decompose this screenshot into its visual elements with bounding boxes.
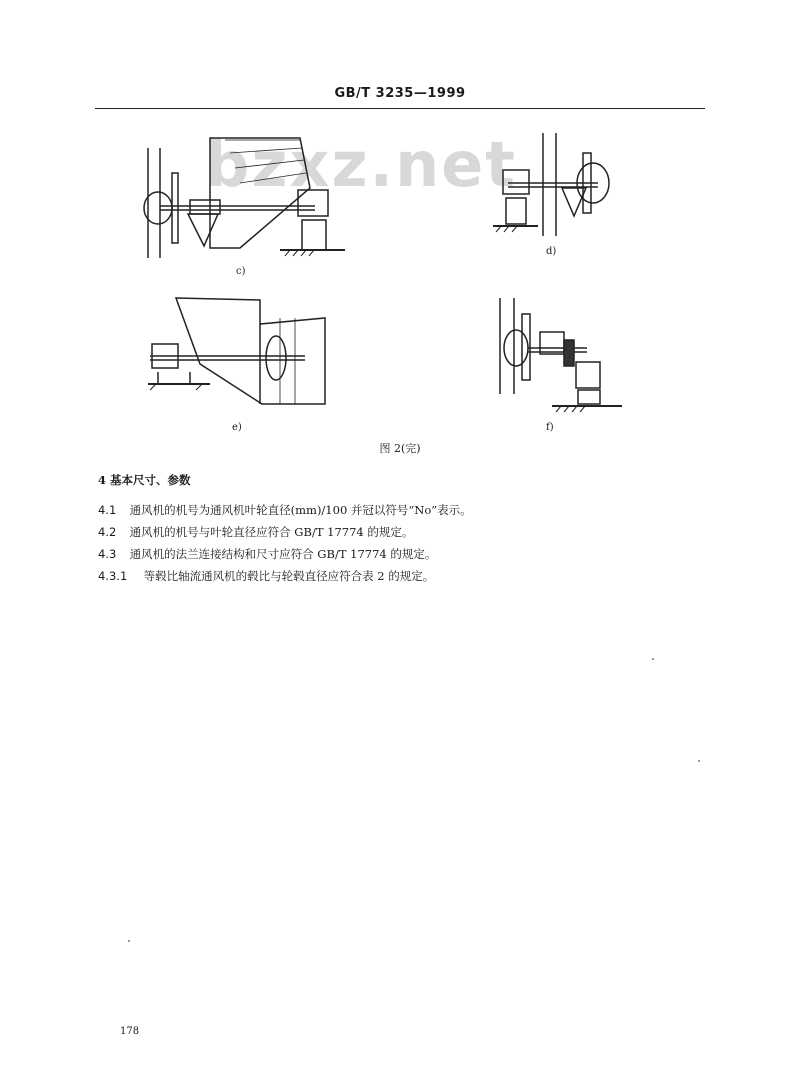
header-rule (95, 108, 705, 109)
figure-c-drawing (130, 128, 350, 270)
watermark: bzxz.net (205, 128, 517, 201)
clause-text: 通风机的机号与叶轮直径应符合 GB/T 17774 的规定。 (129, 525, 414, 539)
scan-speck (652, 658, 654, 660)
figure-f-label: f) (546, 422, 554, 433)
clause-4-3 (98, 546, 436, 562)
figure-e-label: e) (232, 422, 242, 433)
figure-f-drawing (492, 294, 632, 416)
figure-e-drawing (140, 294, 360, 414)
figure-c-label: c) (236, 266, 246, 277)
clause-number: 4.2 (98, 525, 117, 539)
figure-d-label: d) (546, 246, 557, 257)
scan-speck (698, 760, 700, 762)
page-header: GB/T 3235—1999 (334, 86, 466, 101)
clause-number: 4.3.1 (98, 569, 128, 583)
section-4-title: 4 基本尺寸、参数 (98, 473, 191, 487)
clause-4-3-1 (98, 568, 434, 584)
clause-text: 等毂比轴流通风机的毂比与轮毂直径应符合表 2 的规定。 (143, 569, 435, 583)
figure-caption: 图 2(完) (379, 442, 421, 455)
scan-speck (128, 940, 130, 942)
clause-number: 4.1 (98, 503, 117, 517)
figure-d-drawing (488, 128, 628, 238)
clause-text: 通风机的机号为通风机叶轮直径(mm)/100 并冠以符号“No”表示。 (129, 503, 472, 517)
page-number: 178 (120, 1026, 140, 1037)
clause-4-1 (98, 502, 472, 518)
clause-4-2 (98, 524, 413, 540)
clause-text: 通风机的法兰连接结构和尺寸应符合 GB/T 17774 的规定。 (129, 547, 437, 561)
clause-number: 4.3 (98, 547, 117, 561)
